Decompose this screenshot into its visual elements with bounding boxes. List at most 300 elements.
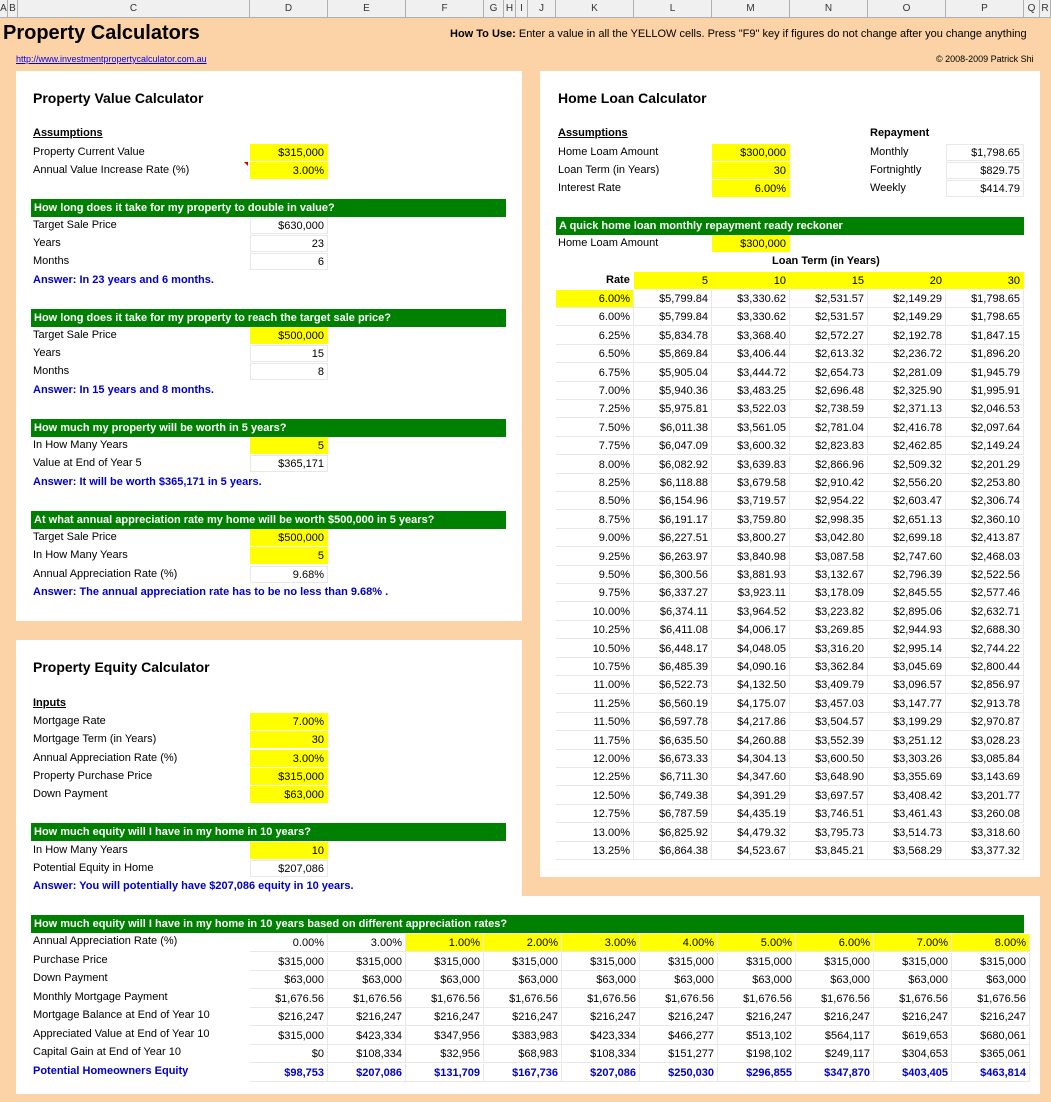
years-label: Years	[33, 237, 61, 249]
reckoner-header: A quick home loan monthly repayment ready reckoner	[556, 217, 1024, 235]
equity-value-cell: $216,247	[484, 1008, 562, 1026]
equity-value-cell: $216,247	[562, 1008, 640, 1026]
repayment-cell: $5,799.84	[634, 308, 712, 326]
rate-cell: 12.50%	[556, 787, 634, 805]
equity-value-cell: $207,086	[562, 1064, 640, 1082]
appreciation-rate-cell[interactable]: 7.00%	[874, 934, 952, 952]
equity-value-cell: $315,000	[796, 953, 874, 971]
mortgage-rate-input[interactable]: 7.00%	[250, 713, 328, 730]
repayment-cell: $6,411.08	[634, 621, 712, 639]
repayment-cell: $6,154.96	[634, 492, 712, 510]
target-price-input[interactable]: $500,000	[250, 327, 328, 344]
months-label: Months	[33, 255, 70, 267]
term-header-cell: 5	[634, 272, 712, 289]
repayment-cell: $6,227.51	[634, 529, 712, 547]
repayment-cell: $4,435.19	[712, 805, 790, 823]
repayment-cell: $3,600.32	[712, 437, 790, 455]
repayment-cell: $4,347.60	[712, 768, 790, 786]
equity-value-cell: $63,000	[718, 971, 796, 989]
equity-value-cell: $108,334	[562, 1045, 640, 1063]
weekly-repayment: $414.79	[946, 180, 1024, 197]
repayment-cell: $3,795.73	[790, 824, 868, 842]
repayment-cell: $2,416.78	[868, 419, 946, 437]
equity-value-cell: $216,247	[874, 1008, 952, 1026]
how-to-text: Enter a value in all the YELLOW cells. Press "F9" key if figures do not change after you change anything	[515, 28, 1027, 40]
column-header[interactable]: K	[556, 0, 634, 17]
repayment-cell: $1,798.65	[946, 290, 1024, 308]
repayment-cell: $3,303.26	[868, 750, 946, 768]
loan-term-input[interactable]: 30	[712, 162, 790, 179]
repayment-cell: $3,028.23	[946, 732, 1024, 750]
comment-marker[interactable]	[244, 162, 248, 166]
home-loan-title: Home Loan Calculator	[558, 90, 707, 106]
repayment-cell: $2,281.09	[868, 364, 946, 382]
repayment-cell: $6,749.38	[634, 787, 712, 805]
repayment-cell: $6,047.09	[634, 437, 712, 455]
current-value-input[interactable]: $315,000	[250, 144, 328, 161]
equity-value-cell: $250,030	[640, 1064, 718, 1082]
repayment-cell: $3,845.21	[790, 842, 868, 860]
repayment-cell: $2,796.39	[868, 566, 946, 584]
equity-value-cell: $1,676.56	[562, 990, 640, 1008]
target-years-value: 15	[250, 345, 328, 362]
repayment-cell: $2,613.32	[790, 345, 868, 363]
column-header[interactable]: P	[946, 0, 1024, 17]
repayment-cell: $3,444.72	[712, 364, 790, 382]
column-header[interactable]: F	[406, 0, 484, 17]
repayment-cell: $2,522.56	[946, 566, 1024, 584]
equity-value-cell: $619,653	[874, 1027, 952, 1045]
rate-cell: 6.25%	[556, 327, 634, 345]
equity-value-cell: $216,247	[640, 1008, 718, 1026]
years-label: Years	[33, 347, 61, 359]
column-header[interactable]: L	[634, 0, 712, 17]
repayment-cell: $3,223.82	[790, 603, 868, 621]
purchase-price-label: Property Purchase Price	[33, 770, 153, 782]
equity-value-cell: $1,676.56	[484, 990, 562, 1008]
target-sale-price-label: Target Sale Price	[33, 531, 117, 543]
double-value-header: How long does it take for my property to double in value?	[31, 199, 506, 217]
target-sale-price-label: Target Sale Price	[33, 219, 117, 231]
equity-row-label: Potential Homeowners Equity	[33, 1064, 189, 1077]
repayment-cell: $2,149.24	[946, 437, 1024, 455]
interest-rate-label: Interest Rate	[558, 182, 621, 194]
repayment-cell: $3,600.50	[790, 750, 868, 768]
how-many-years-label: In How Many Years	[33, 844, 128, 856]
repayment-cell: $5,834.78	[634, 327, 712, 345]
repayment-cell: $2,192.78	[868, 327, 946, 345]
rate-cell: 7.25%	[556, 400, 634, 418]
repayment-cell: $3,461.43	[868, 805, 946, 823]
rate-cell: 8.75%	[556, 511, 634, 529]
equity-comparison-header: How much equity will I have in my home in 10 years based on different appreciation rates?	[31, 915, 1024, 933]
term-header-cell: 20	[868, 272, 946, 289]
repayment-cell: $3,639.83	[712, 456, 790, 474]
equity-value-cell: $1,676.56	[952, 990, 1030, 1008]
equity-value-cell: $216,247	[796, 1008, 874, 1026]
repayment-cell: $3,096.57	[868, 676, 946, 694]
down-payment-input[interactable]: $63,000	[250, 786, 328, 803]
appreciation-rate-cell[interactable]: 6.00%	[796, 934, 874, 952]
potential-equity-value: $207,086	[250, 860, 328, 877]
double-years-value: 23	[250, 235, 328, 252]
column-header[interactable]: E	[328, 0, 406, 17]
repayment-cell: $2,744.22	[946, 640, 1024, 658]
interest-rate-input[interactable]: 6.00%	[712, 180, 790, 197]
rate-cell: 10.00%	[556, 603, 634, 621]
repayment-cell: $3,568.29	[868, 842, 946, 860]
repayment-cell: $2,910.42	[790, 474, 868, 492]
repayment-cell: $3,085.84	[946, 750, 1024, 768]
inputs-heading: Inputs	[33, 697, 66, 709]
equity-value-cell: $0	[250, 1045, 328, 1063]
repayment-cell: $2,371.13	[868, 400, 946, 418]
equity-value-cell: $463,814	[952, 1064, 1030, 1082]
page-title: Property Calculators	[3, 22, 200, 44]
repayment-cell: $3,522.03	[712, 400, 790, 418]
equity-value-cell: $1,676.56	[718, 990, 796, 1008]
rate-cell: 12.25%	[556, 768, 634, 786]
equity-value-cell: $98,753	[250, 1064, 328, 1082]
repayment-cell: $3,143.69	[946, 768, 1024, 786]
property-value-panel	[16, 71, 522, 621]
copyright-text: © 2008-2009 Patrick Shi	[936, 54, 1034, 64]
repayment-cell: $2,236.72	[868, 345, 946, 363]
repayment-cell: $2,603.47	[868, 492, 946, 510]
weekly-label: Weekly	[870, 182, 906, 194]
equity-value-cell: $131,709	[406, 1064, 484, 1082]
rate-cell: 13.00%	[556, 824, 634, 842]
rate-cell: 7.00%	[556, 382, 634, 400]
repayment-cell: $3,377.32	[946, 842, 1024, 860]
repayment-cell: $3,318.60	[946, 824, 1024, 842]
equity-value-cell: $315,000	[952, 953, 1030, 971]
repayment-cell: $1,847.15	[946, 327, 1024, 345]
repayment-cell: $3,199.29	[868, 713, 946, 731]
column-header[interactable]: N	[790, 0, 868, 17]
rate-cell: 11.25%	[556, 695, 634, 713]
equity-value-cell: $216,247	[328, 1008, 406, 1026]
rate-cell[interactable]: 6.00%	[556, 290, 634, 308]
equity-years-input[interactable]: 10	[250, 842, 328, 859]
equity-value-cell: $365,061	[952, 1045, 1030, 1063]
double-answer: Answer: In 23 years and 6 months.	[33, 274, 214, 286]
equity-value-cell: $167,736	[484, 1064, 562, 1082]
current-value-label: Property Current Value	[33, 146, 145, 158]
value-end-year-label: Value at End of Year 5	[33, 457, 142, 469]
column-header[interactable]: I	[516, 0, 528, 17]
equity-value-cell: $216,247	[250, 1008, 328, 1026]
equity-value-cell: $151,277	[640, 1045, 718, 1063]
column-header[interactable]: M	[712, 0, 790, 17]
website-link[interactable]: http://www.investmentpropertycalculator.com.au	[16, 54, 207, 64]
reckoner-amount-input[interactable]: $300,000	[712, 235, 790, 252]
rate-cell: 9.00%	[556, 529, 634, 547]
repayment-cell: $3,042.80	[790, 529, 868, 547]
repayment-cell: $1,798.65	[946, 308, 1024, 326]
equity-value-cell: $315,000	[250, 1027, 328, 1045]
repayment-cell: $2,845.55	[868, 584, 946, 602]
repayment-cell: $5,799.84	[634, 290, 712, 308]
future-worth-header: How much my property will be worth in 5 years?	[31, 419, 506, 437]
repayment-cell: $3,251.12	[868, 732, 946, 750]
increase-rate-input[interactable]: 3.00%	[250, 162, 328, 179]
repayment-cell: $3,087.58	[790, 548, 868, 566]
repayment-cell: $2,651.13	[868, 511, 946, 529]
repayment-cell: $3,368.40	[712, 327, 790, 345]
repayment-cell: $6,263.97	[634, 548, 712, 566]
appreciation-label: Annual Appreciation Rate (%)	[33, 752, 178, 764]
equity-row-label: Annual Appreciation Rate (%)	[33, 935, 178, 947]
equity-value-cell: $315,000	[718, 953, 796, 971]
rate-cell: 6.75%	[556, 364, 634, 382]
target-answer: Answer: In 15 years and 8 months.	[33, 384, 214, 396]
repayment-cell: $3,362.84	[790, 658, 868, 676]
rate-target-price-input[interactable]: $500,000	[250, 529, 328, 546]
equity-value-cell: $315,000	[874, 953, 952, 971]
months-label: Months	[33, 365, 70, 377]
loan-amount-input[interactable]: $300,000	[712, 144, 790, 161]
repayment-cell: $6,191.17	[634, 511, 712, 529]
repayment-cell: $3,561.05	[712, 419, 790, 437]
repayment-cell: $2,895.06	[868, 603, 946, 621]
equity-value-cell: $1,676.56	[406, 990, 484, 1008]
equity-value-cell: $315,000	[406, 953, 484, 971]
rate-cell: 8.50%	[556, 492, 634, 510]
repayment-cell: $3,045.69	[868, 658, 946, 676]
appreciation-rate-label: Annual Appreciation Rate (%)	[33, 568, 178, 580]
equity-value-cell: $466,277	[640, 1027, 718, 1045]
equity-answer: Answer: You will potentially have $207,086 equity in 10 years.	[33, 880, 354, 892]
column-headers	[0, 0, 1051, 18]
repayment-cell: $2,306.74	[946, 492, 1024, 510]
fortnightly-label: Fortnightly	[870, 164, 922, 176]
equity-row-label: Capital Gain at End of Year 10	[33, 1046, 181, 1058]
repayment-cell: $5,869.84	[634, 345, 712, 363]
appreciation-rate-cell[interactable]: 2.00%	[484, 934, 562, 952]
repayment-cell: $2,747.60	[868, 548, 946, 566]
mortgage-term-input[interactable]: 30	[250, 731, 328, 748]
repayment-cell: $6,522.73	[634, 676, 712, 694]
repayment-cell: $2,944.93	[868, 621, 946, 639]
repayment-cell: $6,673.33	[634, 750, 712, 768]
future-answer: Answer: It will be worth $365,171 in 5 years.	[33, 476, 262, 488]
appreciation-input[interactable]: 3.00%	[250, 750, 328, 767]
rate-cell: 11.75%	[556, 732, 634, 750]
rate-cell: 10.25%	[556, 621, 634, 639]
mortgage-rate-label: Mortgage Rate	[33, 715, 106, 727]
repayment-cell: $6,597.78	[634, 713, 712, 731]
repayment-cell: $6,011.38	[634, 419, 712, 437]
double-target-price: $630,000	[250, 217, 328, 234]
column-header[interactable]: G	[484, 0, 504, 17]
how-to-label: How To Use:	[450, 28, 516, 40]
repayment-cell: $3,881.93	[712, 566, 790, 584]
repayment-cell: $5,975.81	[634, 400, 712, 418]
repayment-cell: $4,090.16	[712, 658, 790, 676]
future-years-input[interactable]: 5	[250, 437, 328, 454]
equity-value-cell: $513,102	[718, 1027, 796, 1045]
repayment-cell: $2,998.35	[790, 511, 868, 529]
rate-cell: 7.75%	[556, 437, 634, 455]
equity-value-cell: $1,676.56	[250, 990, 328, 1008]
equity-value-cell: $315,000	[484, 953, 562, 971]
repayment-cell: $3,840.98	[712, 548, 790, 566]
repayment-cell: $3,260.08	[946, 805, 1024, 823]
repayment-cell: $2,360.10	[946, 511, 1024, 529]
repayment-cell: $2,800.44	[946, 658, 1024, 676]
rate-cell: 11.50%	[556, 713, 634, 731]
repayment-cell: $1,995.91	[946, 382, 1024, 400]
repayment-cell: $3,132.67	[790, 566, 868, 584]
repayment-cell: $3,408.42	[868, 787, 946, 805]
rate-cell: 12.00%	[556, 750, 634, 768]
fortnightly-repayment: $829.75	[946, 162, 1024, 179]
equity-value-cell: $63,000	[874, 971, 952, 989]
column-header[interactable]: D	[250, 0, 328, 17]
repayment-cell: $3,178.09	[790, 584, 868, 602]
equity-value-cell: $108,334	[328, 1045, 406, 1063]
appreciation-rate-cell[interactable]: 3.00%	[562, 934, 640, 952]
term-header-cell: 30	[946, 272, 1024, 289]
repayment-cell: $3,679.58	[712, 474, 790, 492]
repayment-cell: $3,504.57	[790, 713, 868, 731]
reckoner-amount-label: Home Loam Amount	[558, 237, 659, 249]
appreciation-rate-cell[interactable]: 1.00%	[406, 934, 484, 952]
repayment-cell: $6,825.92	[634, 824, 712, 842]
repayment-cell: $2,468.03	[946, 548, 1024, 566]
property-value-title: Property Value Calculator	[33, 90, 204, 106]
appreciation-rate-cell[interactable]: 8.00%	[952, 934, 1030, 952]
repayment-cell: $3,330.62	[712, 290, 790, 308]
rate-cell: 9.50%	[556, 566, 634, 584]
column-header[interactable]: C	[18, 0, 250, 17]
repayment-cell: $4,523.67	[712, 842, 790, 860]
repayment-cell: $3,406.44	[712, 345, 790, 363]
repayment-cell: $3,201.77	[946, 787, 1024, 805]
repayment-cell: $2,632.71	[946, 603, 1024, 621]
repayment-cell: $2,738.59	[790, 400, 868, 418]
appreciation-rate-header: At what annual appreciation rate my home will be worth $500,000 in 5 years?	[31, 511, 506, 529]
equity-value-cell: $1,676.56	[796, 990, 874, 1008]
loan-term-label: Loan Term (in Years)	[558, 164, 660, 176]
repayment-cell: $3,355.69	[868, 768, 946, 786]
column-header[interactable]: A	[0, 0, 8, 17]
repayment-cell: $3,800.27	[712, 529, 790, 547]
repayment-heading: Repayment	[870, 127, 930, 139]
equity-value-cell: $383,983	[484, 1027, 562, 1045]
appreciation-rate-cell[interactable]: 5.00%	[718, 934, 796, 952]
repayment-cell: $2,577.46	[946, 584, 1024, 602]
how-many-years-label: In How Many Years	[33, 549, 128, 561]
repayment-cell: $6,864.38	[634, 842, 712, 860]
repayment-cell: $6,082.92	[634, 456, 712, 474]
repayment-cell: $6,485.39	[634, 658, 712, 676]
term-header-cell: 10	[712, 272, 790, 289]
rate-cell: 9.75%	[556, 584, 634, 602]
column-header[interactable]: H	[504, 0, 516, 17]
repayment-cell: $6,300.56	[634, 566, 712, 584]
equity-value-cell: $207,086	[328, 1064, 406, 1082]
repayment-cell: $4,260.88	[712, 732, 790, 750]
repayment-cell: $2,509.32	[868, 456, 946, 474]
monthly-repayment: $1,798.65	[946, 144, 1024, 161]
equity-value-cell: $564,117	[796, 1027, 874, 1045]
rate-cell: 12.75%	[556, 805, 634, 823]
repayment-cell: $1,945.79	[946, 364, 1024, 382]
equity-value-cell: $423,334	[328, 1027, 406, 1045]
repayment-cell: $2,556.20	[868, 474, 946, 492]
loan-amount-label: Home Loam Amount	[558, 146, 659, 158]
equity-value-cell: $63,000	[484, 971, 562, 989]
equity-value-cell: $63,000	[952, 971, 1030, 989]
column-header[interactable]: J	[528, 0, 556, 17]
rate-cell: 13.25%	[556, 842, 634, 860]
double-months-value: 6	[250, 253, 328, 270]
repayment-cell: $3,409.79	[790, 676, 868, 694]
assumptions-heading: Assumptions	[33, 127, 103, 139]
repayment-cell: $3,514.73	[868, 824, 946, 842]
monthly-label: Monthly	[870, 146, 909, 158]
repayment-cell: $2,913.78	[946, 695, 1024, 713]
appreciation-rate-cell: 3.00%	[328, 934, 406, 952]
repayment-cell: $3,483.25	[712, 382, 790, 400]
repayment-cell: $2,462.85	[868, 437, 946, 455]
repayment-cell: $6,787.59	[634, 805, 712, 823]
equity-value-cell: $63,000	[562, 971, 640, 989]
equity-value-cell: $216,247	[952, 1008, 1030, 1026]
column-header[interactable]: B	[8, 0, 18, 17]
repayment-cell: $2,046.53	[946, 400, 1024, 418]
column-header[interactable]: Q	[1024, 0, 1040, 17]
repayment-cell: $4,479.32	[712, 824, 790, 842]
repayment-cell: $2,531.57	[790, 290, 868, 308]
repayment-cell: $2,970.87	[946, 713, 1024, 731]
how-to-use-note	[450, 28, 1027, 40]
equity-value-cell: $63,000	[640, 971, 718, 989]
repayment-cell: $3,964.52	[712, 603, 790, 621]
purchase-price-input[interactable]: $315,000	[250, 768, 328, 785]
equity-value-cell: $296,855	[718, 1064, 796, 1082]
equity-value-cell: $1,676.56	[640, 990, 718, 1008]
mortgage-term-label: Mortgage Term (in Years)	[33, 733, 157, 745]
property-equity-title: Property Equity Calculator	[33, 659, 210, 675]
equity-value-cell: $63,000	[796, 971, 874, 989]
appreciation-rate-cell[interactable]: 4.00%	[640, 934, 718, 952]
repayment-cell: $2,149.29	[868, 308, 946, 326]
column-header[interactable]: R	[1040, 0, 1051, 17]
rate-cell: 7.50%	[556, 419, 634, 437]
repayment-cell: $3,147.77	[868, 695, 946, 713]
repayment-cell: $6,337.27	[634, 584, 712, 602]
rate-cell: 10.75%	[556, 658, 634, 676]
target-sale-price-label: Target Sale Price	[33, 329, 117, 341]
repayment-cell: $2,823.83	[790, 437, 868, 455]
equity-value-cell: $304,653	[874, 1045, 952, 1063]
equity-row-label: Purchase Price	[33, 953, 108, 966]
column-header[interactable]: O	[868, 0, 946, 17]
equity-value-cell: $198,102	[718, 1045, 796, 1063]
target-months-value: 8	[250, 363, 328, 380]
equity-value-cell: $63,000	[328, 971, 406, 989]
repayment-cell: $2,572.27	[790, 327, 868, 345]
property-equity-panel	[16, 640, 522, 896]
repayment-cell: $4,391.29	[712, 787, 790, 805]
rate-years-input[interactable]: 5	[250, 547, 328, 564]
rate-cell: 8.00%	[556, 456, 634, 474]
equity-value-cell: $68,983	[484, 1045, 562, 1063]
repayment-cell: $2,696.48	[790, 382, 868, 400]
